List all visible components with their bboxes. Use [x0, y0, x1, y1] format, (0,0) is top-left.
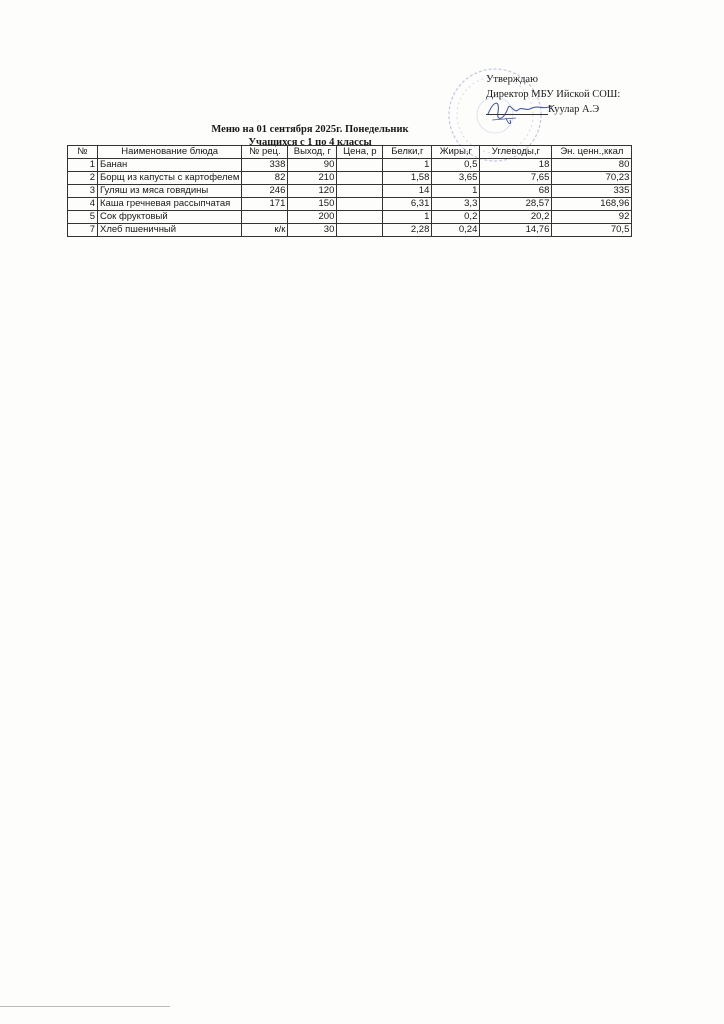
header-number: №: [68, 146, 98, 159]
cell-dish-name: Каша гречневая рассыпчатая: [98, 198, 242, 211]
cell-number: 4: [68, 198, 98, 211]
header-price: Цена, р: [337, 146, 383, 159]
cell-price: [337, 172, 383, 185]
header-yield: Выход, г: [288, 146, 337, 159]
cell-energy: 335: [552, 185, 632, 198]
cell-yield: 200: [288, 211, 337, 224]
cell-fats: 0,24: [432, 224, 480, 237]
header-proteins: Белки,г: [383, 146, 432, 159]
cell-energy: 92: [552, 211, 632, 224]
cell-recipe-number: 246: [242, 185, 288, 198]
handwritten-signature-icon: [486, 94, 556, 128]
cell-number: 5: [68, 211, 98, 224]
cell-recipe-number: к/к: [242, 224, 288, 237]
menu-title-audience: Учащихся с 1 по 4 классы: [248, 137, 372, 148]
signer-name: Куулар А.Э: [548, 104, 600, 115]
cell-energy: 168,96: [552, 198, 632, 211]
table-row: [68, 172, 632, 185]
header-dish-name: Наименование блюда: [98, 146, 242, 159]
table-row: [68, 224, 632, 237]
cell-carbs: 18: [480, 159, 552, 172]
cell-fats: 3,3: [432, 198, 480, 211]
page-edge-line: [0, 1006, 170, 1007]
header-fats: Жиры,г: [432, 146, 480, 159]
cell-number: 7: [68, 224, 98, 237]
cell-price: [337, 159, 383, 172]
approval-block: [486, 72, 686, 117]
cell-recipe-number: 338: [242, 159, 288, 172]
cell-energy: 70,23: [552, 172, 632, 185]
signature-underline: [486, 114, 548, 115]
header-carbs: Углеводы,г: [480, 146, 552, 159]
cell-energy: 70,5: [552, 224, 632, 237]
cell-proteins: 1,58: [383, 172, 432, 185]
cell-recipe-number: [242, 211, 288, 224]
cell-yield: 150: [288, 198, 337, 211]
cell-carbs: 28,57: [480, 198, 552, 211]
cell-carbs: 20,2: [480, 211, 552, 224]
cell-yield: 90: [288, 159, 337, 172]
cell-yield: 210: [288, 172, 337, 185]
cell-fats: 0,5: [432, 159, 480, 172]
cell-fats: 0,2: [432, 211, 480, 224]
cell-dish-name: Гуляш из мяса говядины: [98, 185, 242, 198]
cell-number: 1: [68, 159, 98, 172]
cell-yield: 120: [288, 185, 337, 198]
cell-fats: 1: [432, 185, 480, 198]
cell-price: [337, 198, 383, 211]
header-energy: Эн. ценн.,ккал: [552, 146, 632, 159]
cell-proteins: 6,31: [383, 198, 432, 211]
cell-dish-name: Банан: [98, 159, 242, 172]
menu-table: [67, 145, 632, 237]
director-line: Директор МБУ Ийской СОШ:: [486, 89, 621, 100]
cell-proteins: 1: [383, 211, 432, 224]
approval-label: Утверждаю: [486, 74, 538, 85]
cell-dish-name: Борщ из капусты с картофелем: [98, 172, 242, 185]
cell-number: 2: [68, 172, 98, 185]
header-recipe-number: № рец.: [242, 146, 288, 159]
cell-price: [337, 211, 383, 224]
signature-row: [486, 102, 686, 117]
cell-fats: 3,65: [432, 172, 480, 185]
cell-carbs: 7,65: [480, 172, 552, 185]
cell-yield: 30: [288, 224, 337, 237]
table-row: [68, 198, 632, 211]
cell-price: [337, 224, 383, 237]
cell-number: 3: [68, 185, 98, 198]
cell-price: [337, 185, 383, 198]
table-row: [68, 159, 632, 172]
cell-recipe-number: 171: [242, 198, 288, 211]
menu-title-date: Меню на 01 сентября 2025г. Понедельник: [211, 124, 409, 135]
cell-carbs: 68: [480, 185, 552, 198]
cell-dish-name: Сок фруктовый: [98, 211, 242, 224]
table-row: [68, 211, 632, 224]
cell-proteins: 2,28: [383, 224, 432, 237]
cell-energy: 80: [552, 159, 632, 172]
table-row: [68, 185, 632, 198]
cell-carbs: 14,76: [480, 224, 552, 237]
cell-proteins: 14: [383, 185, 432, 198]
cell-proteins: 1: [383, 159, 432, 172]
table-header-row: [68, 146, 632, 159]
cell-recipe-number: 82: [242, 172, 288, 185]
cell-dish-name: Хлеб пшеничный: [98, 224, 242, 237]
